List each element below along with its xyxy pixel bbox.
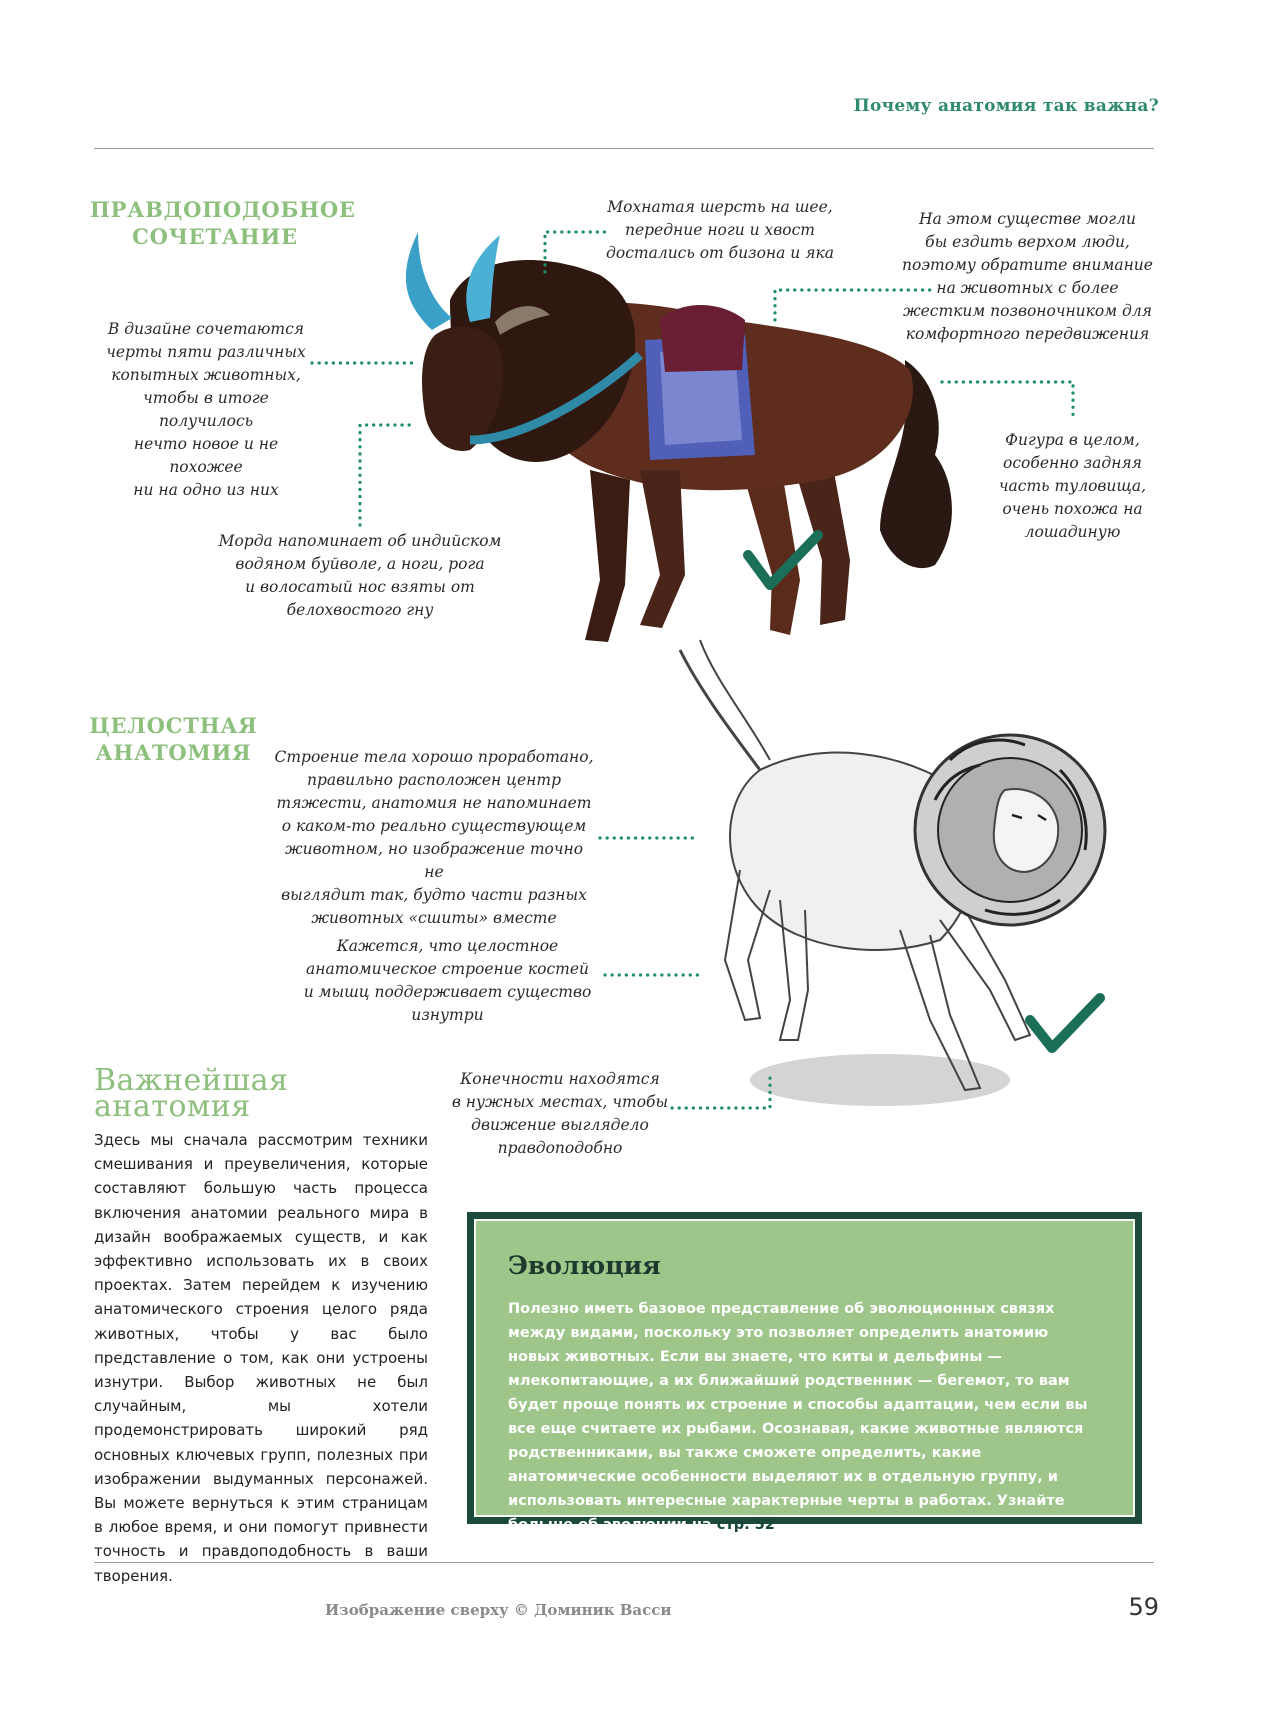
note-blend: В дизайне сочетаются черты пяти различных копытных животных, чтобы в итоге получилось нечто новое и не похожее ни на одно из них <box>106 320 306 499</box>
evolution-sidebar <box>467 1212 1142 1533</box>
image-credit: Изображение сверху © Доминик Васси <box>325 1601 672 1619</box>
leader-muzzle <box>360 425 412 525</box>
page-number: 59 <box>1128 1593 1159 1621</box>
leader-horse <box>942 382 1073 420</box>
section-title-holistic: ЦЕЛОСТНАЯ АНАТОМИЯ <box>89 713 258 765</box>
sidebar-title: Эволюция <box>508 1251 661 1280</box>
checkmark-icon <box>1030 998 1100 1048</box>
sidebar-text: Полезно иметь базовое представление об эволюционных связях между видами, поскольку это позволяет определить анатомию новых животных. Если вы знаете, что киты и дельфины — млекопитающие, а их ближайший родственник — бегемот, то вам будет проще понять их строение и способы адаптации, чем если вы все еще считаете их рыбами. Осознавая, какие животные являются родственниками, вы также сможете определить, какие анатомические особенности выделяют их в отдельную группу, и использовать интересные характерные черты в работах. Узнайте больше об эволюции на стр. 52. <box>508 1301 1088 1533</box>
main-body-text: Здесь мы сначала рассмотрим техники смешивания и преувеличения, которые составляют большую часть процесса включения анатомии реального мира в дизайн воображаемых существ, и как эффективно использовать их в своих проектах. Затем перейдем к изучению анатомического строения целого ряда животных, чтобы у вас было представление о том, как они устроены изнутри. Выбор животных не был случайным, мы хотели продемонстрировать широкий ряд основных ключевых групп, полезных при изображении выдуманных персонажей. Вы можете вернуться к этим страницам в любое время, и они помогут привнести точность и правдоподобность в ваши творения. <box>94 1131 428 1585</box>
footer-rule <box>94 1562 1154 1563</box>
page-link[interactable]: стр. 52 <box>716 1517 775 1533</box>
note-limbs: Конечности находятся в нужных местах, чтобы движение выглядело правдоподобно <box>451 1070 669 1157</box>
note-horse: Фигура в целом, особенно задняя часть туловища, очень похожа на лошадиную <box>998 431 1147 541</box>
section-title-plausible: ПРАВДОПОДОБНОЕ СОЧЕТАНИЕ <box>90 197 356 249</box>
note-muzzle: Морда напоминает об индийском водяном буйволе, а ноги, рога и волосатый нос взяты от белохвостого гну <box>218 532 502 619</box>
note-body: Строение тела хорошо проработано, правильно расположен центр тяжести, анатомия не напоминает о каком-то реально существующем животном, но изображение точно не выглядит так, будто части разных животных «сшиты» вместе <box>274 748 594 927</box>
running-title: Почему анатомия так важна? <box>853 96 1159 116</box>
note-fur: Мохнатая шерсть на шее, передние ноги и хвост достались от бизона и яка <box>606 198 834 262</box>
main-heading: Важнейшая анатомия <box>94 1063 289 1124</box>
note-ride: На этом существе могли бы ездить верхом люди, поэтому обратите внимание на животных с более жестким позвоночником для комфортного передвижения <box>902 210 1153 343</box>
note-bones: Кажется, что целостное анатомическое строение костей и мышц поддерживает существо изнутри <box>303 937 592 1024</box>
